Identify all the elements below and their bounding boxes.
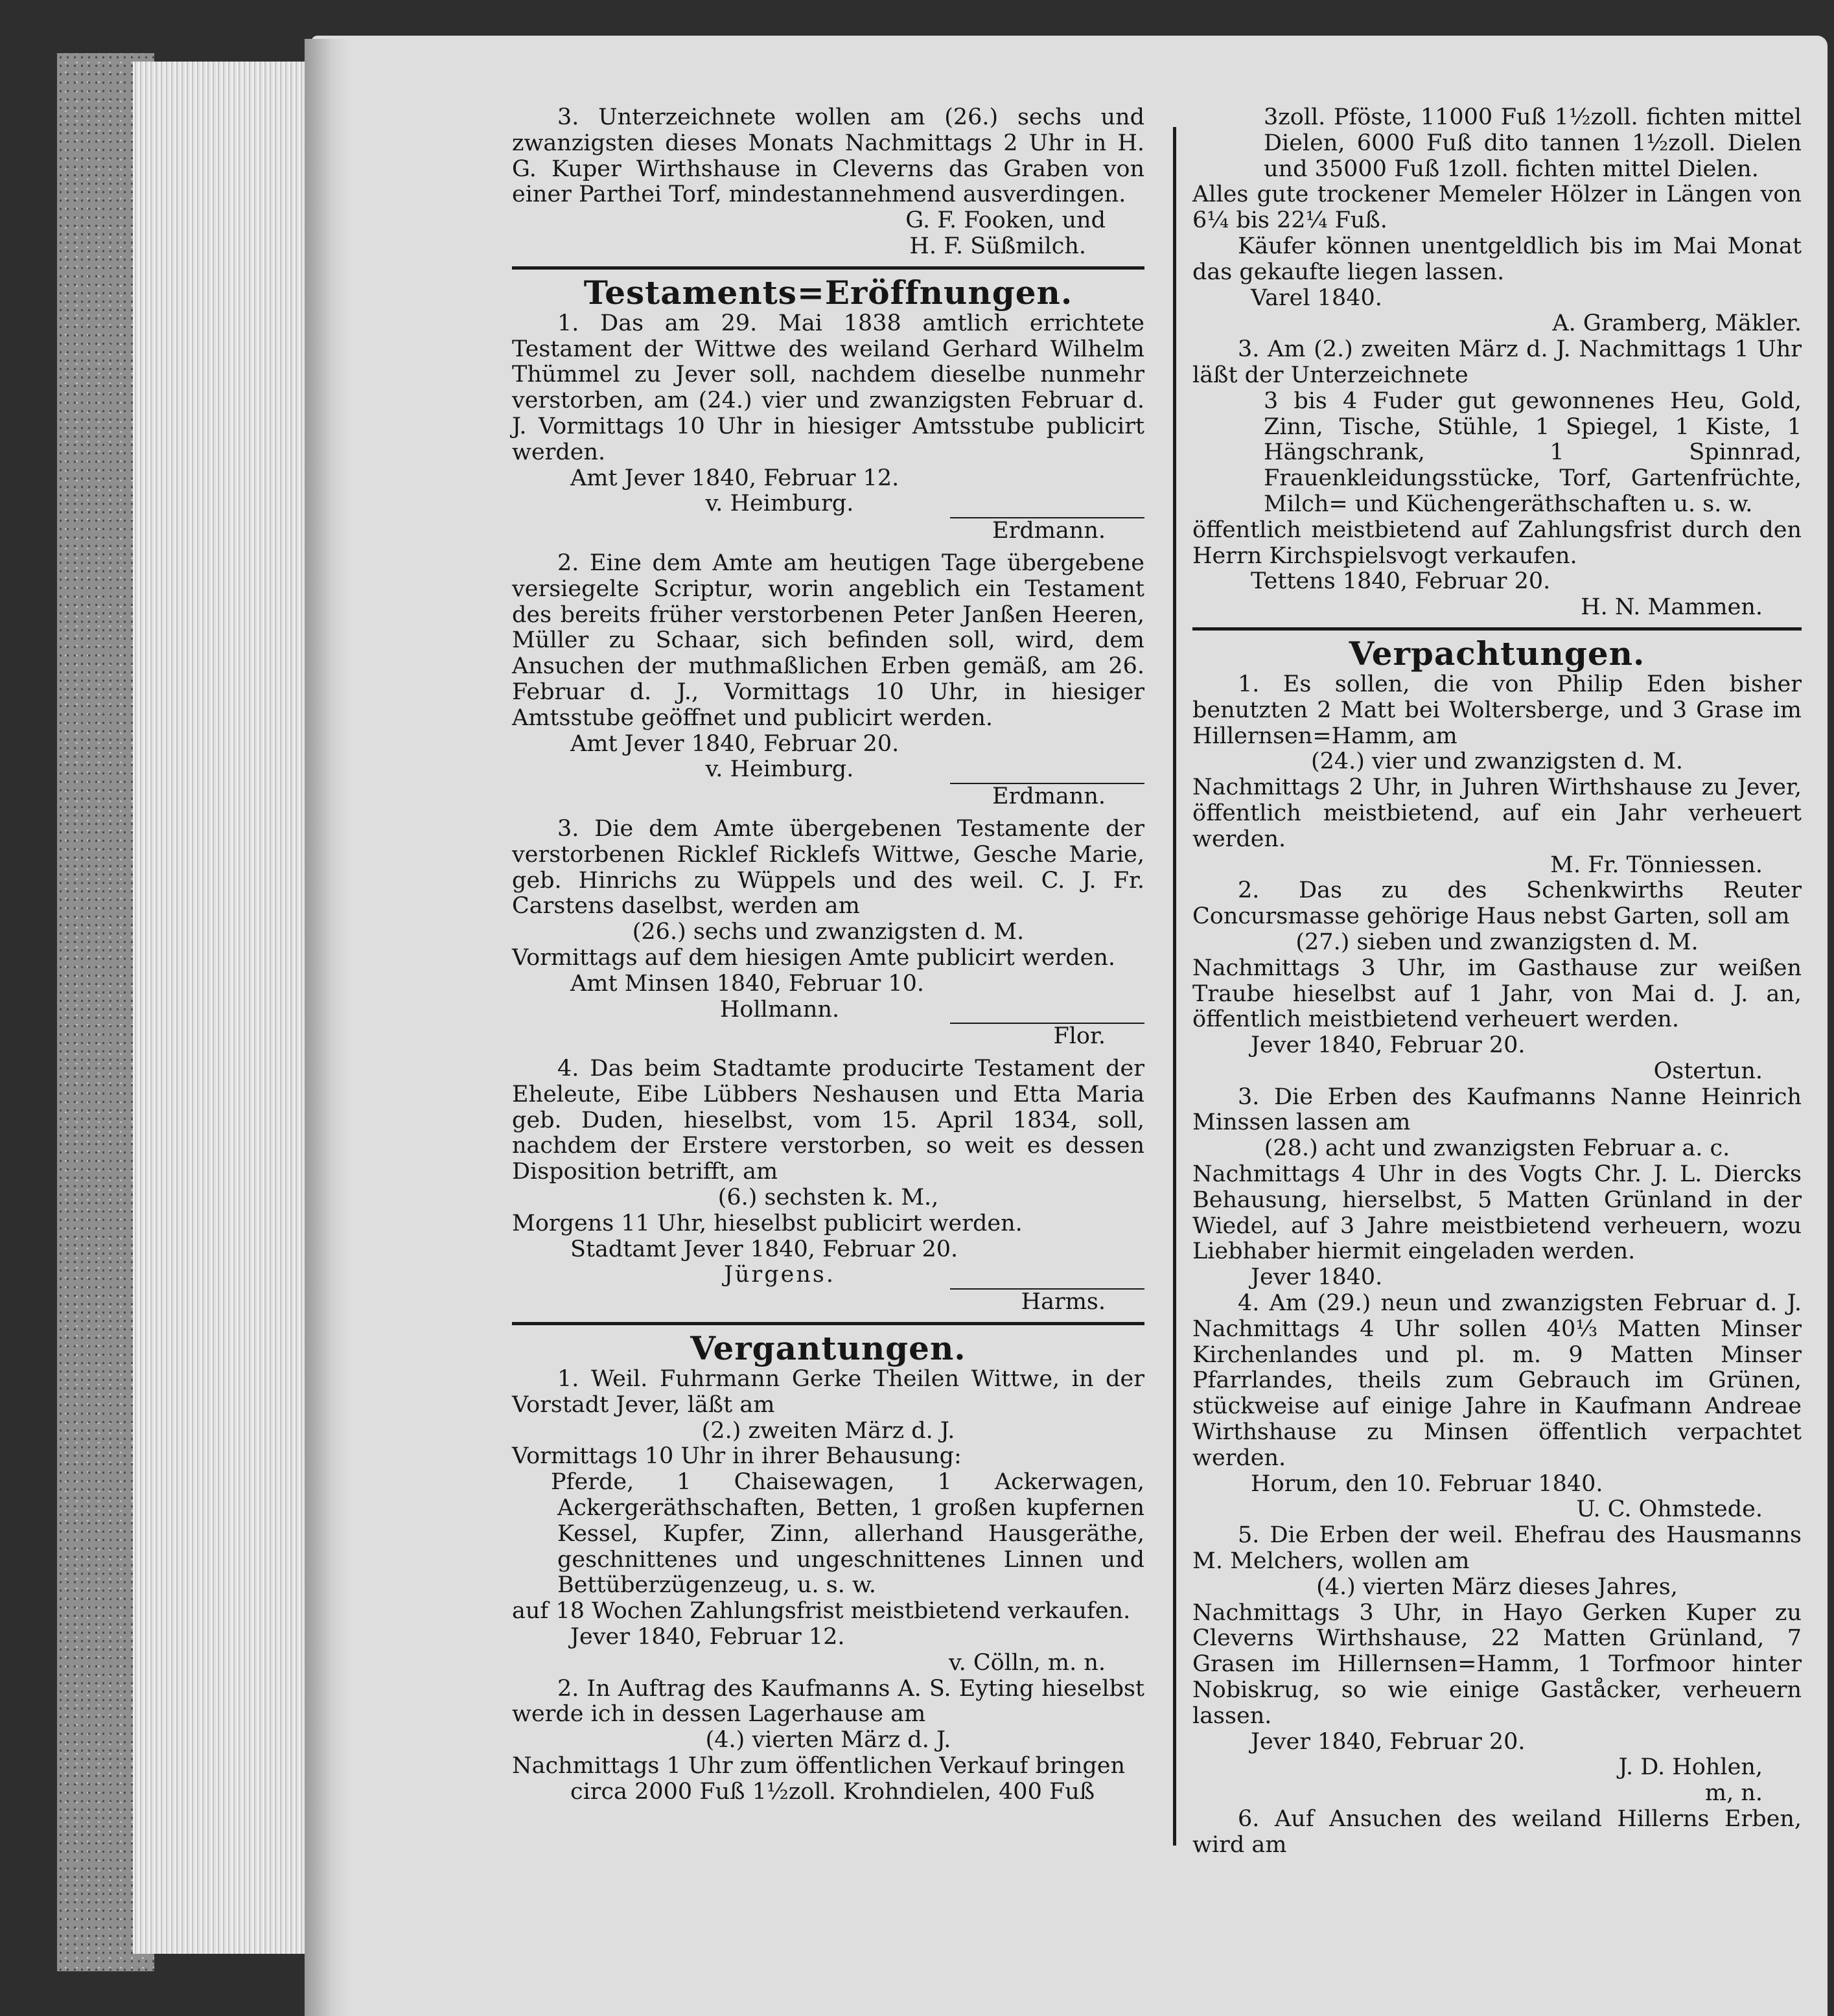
notice-3-signature-2: H. F. Süßmilch. <box>909 233 1086 259</box>
testament-2-place: Amt Jever 1840, Februar 20. <box>570 730 900 757</box>
testament-4-date: (6.) sechsten k. M., <box>717 1185 939 1211</box>
testament-1-place: Amt Jever 1840, Februar 12. <box>570 465 900 491</box>
testament-3-text: 3. Die dem Amte übergebenen Testamente der verstorbenen Ricklef Ricklefs Wittwe, Gesche Marie, geb. Hinrichs zu Wüppels und des weil. C. J. Fr. Carstens daselbst, werden am <box>512 815 1144 920</box>
testament-1-signature-2: Erdmann. <box>992 518 1106 544</box>
continued-text-2: Käufer können unentgeldlich bis im Mai Monat das gekaufte liegen lassen. <box>1192 233 1802 285</box>
verpachtung-5-place: Jever 1840, Februar 20. <box>1251 1728 1526 1755</box>
sale-3-signature: H. N. Mammen. <box>1581 594 1763 621</box>
verpachtung-3-text-2: Nachmittags 4 Uhr in des Vogts Chr. J. L. Diercks Behausung, hierselbst, 5 Matten Grünland in der Wiedel, auf 3 Jahre meistbietend verheuern, wozu Liebhaber hiermit eingeladen werden. <box>1192 1161 1802 1265</box>
testament-2-signature-1: v. Heimburg. <box>705 756 854 783</box>
testament-4-text-2: Morgens 11 Uhr, hieselbst publicirt werden. <box>512 1210 1023 1236</box>
notice-3-signature-1: G. F. Fooken, und <box>905 207 1106 234</box>
continued-text: Alles gute trockener Memeler Hölzer in Längen von 6¼ bis 22¼ Fuß. <box>1192 181 1802 234</box>
testament-1-signature-1: v. Heimburg. <box>705 491 854 517</box>
verpachtung-1-date: (24.) vier und zwanzigsten d. M. <box>1310 748 1684 775</box>
continued-signature: A. Gramberg, Mäkler. <box>1552 310 1802 337</box>
testament-2-signature-2: Erdmann. <box>992 783 1106 810</box>
right-column <box>1192 105 1802 1859</box>
sale-3-text-2: öffentlich meistbietend auf Zahlungsfrist durch den Herrn Kirchspielsvogt verkaufen. <box>1192 516 1802 569</box>
testament-4-signature-1: Jürgens. <box>723 1262 836 1288</box>
verpachtung-4-place: Horum, den 10. Februar 1840. <box>1251 1470 1603 1497</box>
verpachtung-2-signature: Ostertun. <box>1653 1058 1763 1084</box>
verpachtung-4-signature: U. C. Ohmstede. <box>1576 1496 1763 1523</box>
section-heading-verpachtungen: Verpachtungen. <box>1349 634 1645 673</box>
verpachtung-5-signature-1: J. D. Hohlen, <box>1618 1754 1763 1781</box>
testament-1-text: 1. Das am 29. Mai 1838 amtlich errichtete Testament der Wittwe des weiland Gerhard Wilhelm Thümmel zu Jever soll, nachdem dieselbe nunmehr verstorben, am (24.) vier und zwanzigsten Februar d. J. Vormittags 10 Uhr in hiesiger Amtsstube publicirt werden. <box>512 310 1144 465</box>
verpachtung-5-date: (4.) vierten März dieses Jahres, <box>1316 1573 1678 1600</box>
testament-4-signature-2: Harms. <box>1021 1289 1106 1315</box>
vergantung-2-text-3: circa 2000 Fuß 1½zoll. Krohndielen, 400 Fuß <box>570 1778 1095 1805</box>
vergantung-1-place: Jever 1840, Februar 12. <box>570 1624 845 1651</box>
vergantung-1-signature: v. Cölln, m. n. <box>948 1649 1106 1676</box>
verpachtung-1-text-2: Nachmittags 2 Uhr, in Juhren Wirthshause zu Jever, öffentlich meistbietend, auf ein Jahr verheuert werden. <box>1192 774 1802 852</box>
sale-3-place: Tettens 1840, Februar 20. <box>1251 568 1551 595</box>
section-rule <box>1192 627 1802 631</box>
verpachtung-3-date: (28.) acht und zwanzigsten Februar a. c. <box>1264 1135 1730 1162</box>
left-column <box>512 105 1144 1805</box>
continued-place: Varel 1840. <box>1251 284 1382 311</box>
testament-3-text-2: Vormittags auf dem hiesigen Amte publicirt werden. <box>512 944 1116 971</box>
verpachtung-6-text: 6. Auf Ansuchen des weiland Hillerns Erben, wird am <box>1192 1806 1802 1858</box>
verpachtung-1-text: 1. Es sollen, die von Philip Eden bisher benutzten 2 Matt bei Woltersberge, und 3 Grase im Hillernsen=Hamm, am <box>1192 671 1802 749</box>
verpachtung-2-text-2: Nachmittags 3 Uhr, im Gasthause zur weißen Traube hieselbst auf 1 Jahr, von Mai d. J. an, öffentlich meistbietend verheuert werden. <box>1192 955 1802 1033</box>
testament-4-place: Stadtamt Jever 1840, Februar 20. <box>570 1236 958 1262</box>
column-divider <box>1173 127 1176 1846</box>
vergantung-2-text-2: Nachmittags 1 Uhr zum öffentlichen Verkauf bringen <box>512 1753 1125 1779</box>
verpachtung-1-signature: M. Fr. Tönniessen. <box>1550 852 1763 878</box>
verpachtung-2-text: 2. Das zu des Schenkwirths Reuter Concursmasse gehörige Haus nebst Garten, soll am <box>1192 877 1802 930</box>
testament-2-text: 2. Eine dem Amte am heutigen Tage übergebene versiegelte Scriptur, worin angeblich ein Testament des bereits früher verstorbenen Peter Janßen Heeren, Müller zu Schaar, sich befinden soll, wird, dem Ansuchen der muthmaßlichen Erben gemäß, am 26. Februar d. J., Vormittags 10 Uhr, in hiesiger Amtsstube geöffnet und publicirt werden. <box>512 550 1144 731</box>
vergantung-1-text-3: auf 18 Wochen Zahlungsfrist meistbietend verkaufen. <box>512 1598 1131 1625</box>
testament-3-date: (26.) sechs und zwanzigsten d. M. <box>632 919 1025 945</box>
section-heading-vergantungen: Vergantungen. <box>690 1329 966 1368</box>
vergantung-2-date: (4.) vierten März d. J. <box>705 1727 951 1754</box>
verpachtung-5-signature-2: m, n. <box>1704 1780 1763 1807</box>
vergantung-1-text: 1. Weil. Fuhrmann Gerke Theilen Wittwe, in der Vorstadt Jever, läßt am <box>512 1366 1144 1418</box>
testament-3-signature-1: Hollmann. <box>719 996 840 1023</box>
verpachtung-2-place: Jever 1840, Februar 20. <box>1251 1032 1526 1059</box>
verpachtung-3-place: Jever 1840. <box>1251 1264 1383 1291</box>
vergantung-1-date: (2.) zweiten März d. J. <box>701 1417 955 1444</box>
section-rule <box>512 1322 1144 1325</box>
section-rule <box>512 266 1144 270</box>
section-heading-testamente: Testaments=Eröffnungen. <box>583 273 1073 312</box>
continued-item-list: 3zoll. Pföste, 11000 Fuß 1½zoll. fichten mittel Dielen, 6000 Fuß dito tannen 1½zoll. Dielen und 35000 Fuß 1zoll. fichten mittel Dielen. <box>1264 104 1802 182</box>
page-gutter <box>305 39 350 2016</box>
vergantung-2-text: 2. In Auftrag des Kaufmanns A. S. Eyting hieselbst werde ich in dessen Lagerhause am <box>512 1675 1144 1728</box>
verpachtung-4-text: 4. Am (29.) neun und zwanzigsten Februar d. J. Nachmittags 4 Uhr sollen 40⅓ Matten Minser Kirchenlandes und pl. m. 9 Matten Minser Pfarrlandes, theils zum Gebrauch im Grünen, stückweise auf einige Jahre in Kaufmann Andreae Wirthshause zu Minsen öffentlich verpachtet werden. <box>1192 1290 1802 1471</box>
sale-3-item-list: 3 bis 4 Fuder gut gewonnenes Heu, Gold, Zinn, Tische, Stühle, 1 Spiegel, 1 Kiste, 1 Hängschrank, 1 Spinnrad, Frauenkleidungsstücke, Torf, Gartenfrüchte, Milch= und Küchengeräthschaften u. s. w. <box>1264 388 1802 517</box>
verpachtung-2-date: (27.) sieben und zwanzigsten d. M. <box>1295 929 1699 955</box>
testament-3-place: Amt Minsen 1840, Februar 10. <box>570 970 925 997</box>
testament-3-signature-2: Flor. <box>1053 1023 1106 1050</box>
verpachtung-3-text: 3. Die Erben des Kaufmanns Nanne Heinrich Minssen lassen am <box>1192 1083 1802 1136</box>
verpachtung-5-text-2: Nachmittags 3 Uhr, in Hayo Gerken Kuper zu Cleverns Wirthshause, 22 Matten Grünland, 7 Grasen im Hillernsen=Hamm, 1 Torfmoor hinter Nobiskrug, so wie einige Gaståcker, verheuern lassen. <box>1192 1599 1802 1729</box>
verpachtung-5-text: 5. Die Erben der weil. Ehefrau des Hausmanns M. Melchers, wollen am <box>1192 1522 1802 1575</box>
notice-3-text: 3. Unterzeichnete wollen am (26.) sechs und zwanzigsten dieses Monats Nachmittags 2 Uhr in H. G. Kuper Wirthshause in Cleverns das Graben von einer Parthei Torf, mindestannehmend ausverdingen. <box>512 104 1144 208</box>
testament-4-text: 4. Das beim Stadtamte producirte Testament der Eheleute, Eibe Lübbers Neshausen und Etta Maria geb. Duden, hieselbst, vom 15. April 1834, soll, nachdem der Erstere verstorben, so weit es dessen Disposition betrifft, am <box>512 1056 1144 1185</box>
vergantung-1-text-2: Vormittags 10 Uhr in ihrer Behausung: <box>512 1443 962 1470</box>
sale-3-text: 3. Am (2.) zweiten März d. J. Nachmittags 1 Uhr läßt der Unterzeichnete <box>1192 336 1802 388</box>
vergantung-1-item-list: Pferde, 1 Chaisewagen, 1 Ackerwagen, Ackergeräthschaften, Betten, 1 großen kupfernen Kessel, Kupfer, Zinn, allerhand Hausgeräthe, geschnittenes und ungeschnittenes Linnen und Bettüberzügenzeug, u. s. w. <box>551 1469 1144 1599</box>
